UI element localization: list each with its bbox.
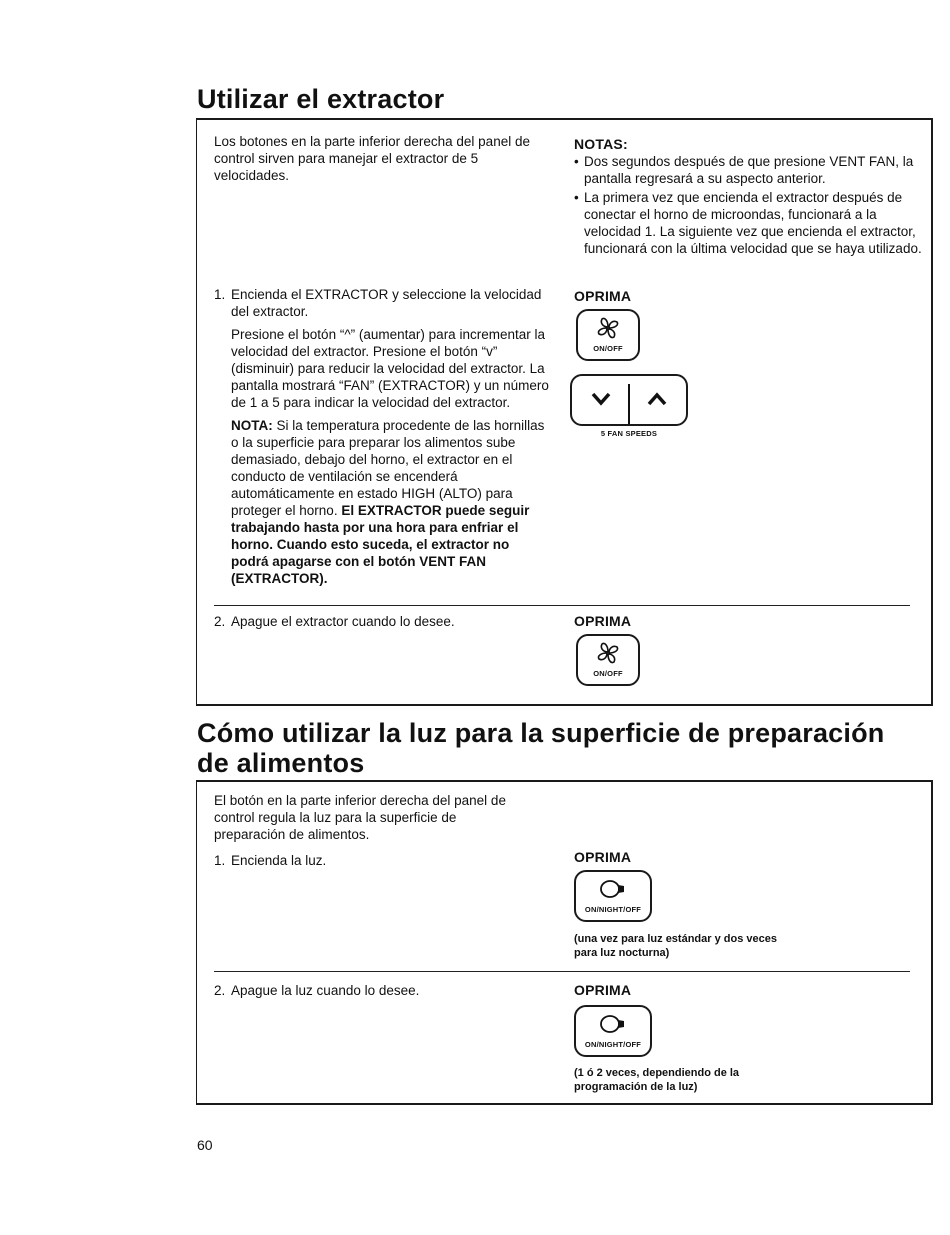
notes-heading: NOTAS: [574, 136, 628, 152]
note-item: • La primera vez que encienda el extractor después de conectar el horno de microondas, funcionará a la velocidad 1. La siguiente vez que encienda el extractor, funcionará con la última velocidad que se haya utilizado. [574, 189, 924, 257]
chevron-down-icon [591, 392, 611, 406]
press-label: OPRIMA [574, 613, 632, 629]
press-label: OPRIMA [574, 288, 632, 304]
divider [214, 605, 910, 606]
speed-label: 5 FAN SPEEDS [600, 429, 658, 438]
title-line-1: Cómo utilizar la luz para la superficie de preparación [197, 718, 885, 748]
vent-fan-on-off-button[interactable] [576, 309, 640, 361]
step-number: 2. [214, 614, 226, 629]
note-bold-text: El EXTRACTOR puede seguir trabajando hasta por una hora para enfriar el horno. Cuando esto suceda, el extractor no podrá apagarse con el botón VENT FAN (EXTRACTOR). [231, 503, 530, 586]
chevron-up-icon [647, 392, 667, 406]
press-label: OPRIMA [574, 982, 632, 998]
section-title-light [197, 718, 885, 778]
fan-icon [595, 315, 621, 341]
step-text: Encienda el EXTRACTOR y seleccione la velocidad del extractor. [231, 287, 542, 319]
light-on-night-off-button[interactable] [574, 870, 652, 922]
step-number: 1. [214, 287, 226, 302]
note-text: Si la temperatura procedente de las hornillas o la superficie para preparar los alimentos sube demasiado, debajo del horno, el extractor en el conducto de ventilación se encenderá automáticamente en estado HIGH (ALTO) para proteger el horno. [231, 418, 545, 518]
step-text: Encienda la luz. [231, 853, 327, 868]
divider [214, 971, 910, 972]
section-title-extractor: Utilizar el extractor [197, 84, 445, 114]
lightbulb-icon [598, 1013, 628, 1035]
speed-up-button[interactable] [630, 376, 686, 424]
button-label: ON/NIGHT/OFF [584, 1040, 642, 1049]
notes-list [574, 153, 924, 257]
note-item: • Dos segundos después de que presione VENT FAN, la pantalla regresará a su aspecto anterior. [574, 153, 924, 187]
light-caption: (una vez para luz estándar y dos veces para luz nocturna) [574, 933, 777, 959]
fan-speed-buttons [570, 374, 688, 426]
step-number: 2. [214, 983, 226, 998]
press-label: OPRIMA [574, 849, 632, 865]
light-intro: El botón en la parte inferior derecha del panel de control regula la luz para la superficie de preparación de alimentos. [214, 793, 506, 842]
vent-fan-on-off-button[interactable] [576, 634, 640, 686]
step-text: Apague la luz cuando lo desee. [231, 983, 420, 998]
fan-icon [595, 640, 621, 666]
button-label: ON/OFF [593, 344, 623, 353]
step-note [231, 417, 550, 587]
step-detail: Presione el botón “^” (aumentar) para incrementar la velocidad del extractor. Presione el botón “v” (disminuir) para reducir la velocidad del extractor. La pantalla mostrará “FAN” (EXTRACTOR) y un número de 1 a 5 para indicar la velocidad del extractor. [231, 327, 549, 410]
extractor-intro: Los botones en la parte inferior derecha del panel de control sirven para manejar el extractor de 5 velocidades. [214, 134, 530, 183]
extractor-step-1 [214, 286, 550, 587]
title-line-2: de alimentos [197, 748, 365, 778]
button-label: ON/OFF [593, 669, 623, 678]
light-step-1 [214, 852, 550, 869]
step-number: 1. [214, 853, 226, 868]
note-label: NOTA: [231, 418, 273, 433]
extractor-step-2 [214, 613, 550, 630]
extractor-notes [574, 136, 924, 259]
step-text: Apague el extractor cuando lo desee. [231, 614, 455, 629]
button-label: ON/NIGHT/OFF [584, 905, 642, 914]
page-number: 60 [197, 1137, 213, 1153]
light-caption: (1 ó 2 veces, dependiendo de la programación de la luz) [574, 1067, 740, 1093]
lightbulb-icon [598, 878, 628, 900]
speed-down-button[interactable] [572, 376, 628, 424]
light-on-night-off-button[interactable] [574, 1005, 652, 1057]
light-step-2 [214, 982, 550, 999]
